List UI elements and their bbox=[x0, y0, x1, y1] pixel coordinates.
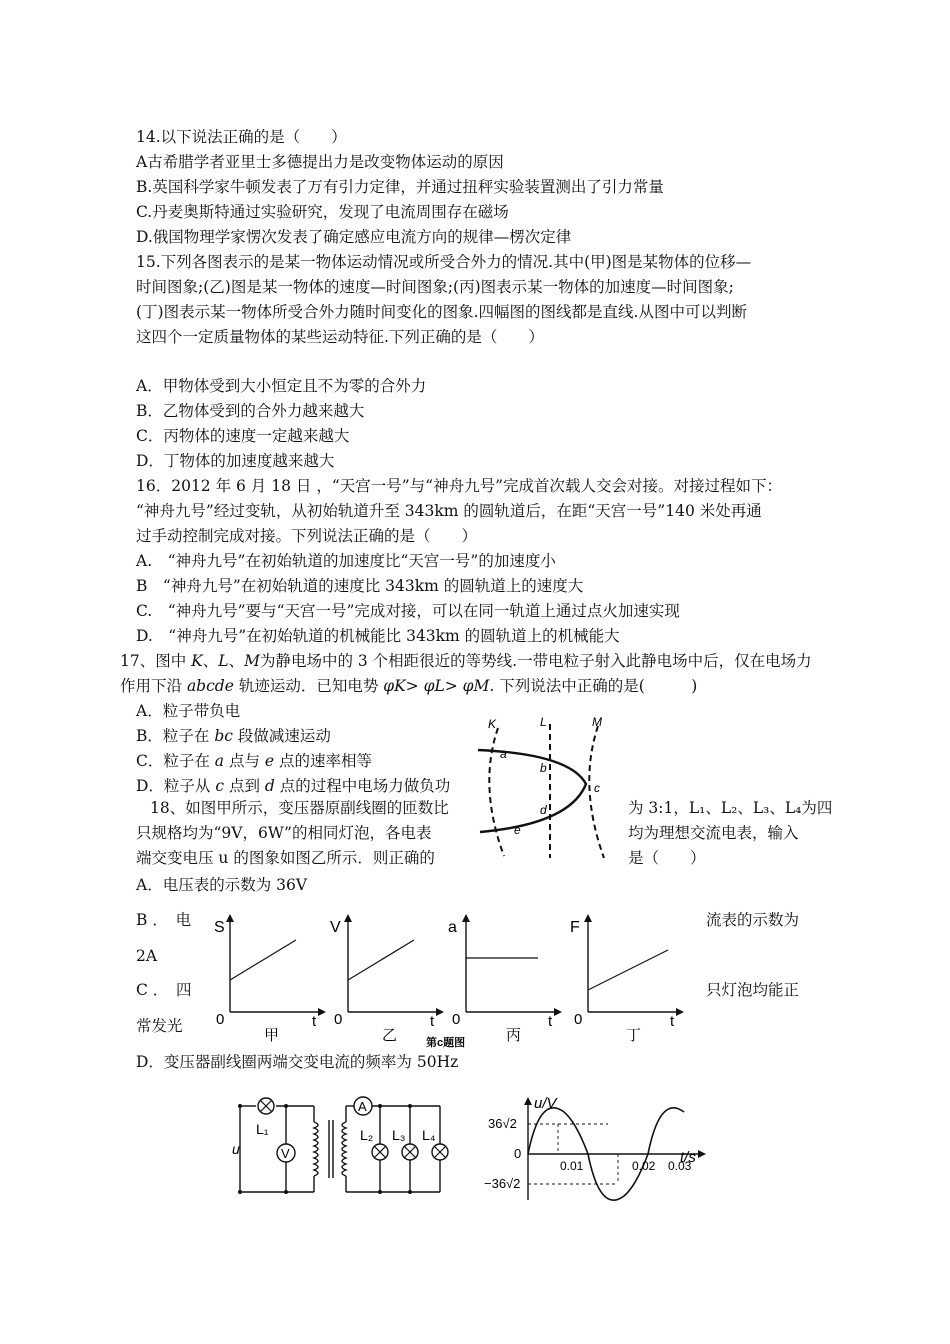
q15-option-c: C．丙物体的速度一定越来越大 bbox=[136, 427, 350, 445]
tick-0-02: 0.02 bbox=[632, 1159, 656, 1173]
q14-option-b: B.英国科学家牛顿发表了万有引力定律，并通过扭秤实验装置测出了引力常量 bbox=[136, 178, 664, 196]
graph-jia bbox=[214, 914, 326, 1044]
q16-option-b: B “神舟九号”在初始轨道的速度比 343km 的圆轨道上的速度大 bbox=[136, 577, 584, 595]
q14-option-c: C.丹麦奥斯特通过实验研究，发现了电流周围存在磁场 bbox=[136, 203, 509, 221]
label-l: L bbox=[540, 715, 547, 729]
q17-stem-line2: 作用下沿 abcde 轨迹运动．已知电势 φK> φL> φM. 下列说法中正确的是( ) bbox=[120, 677, 698, 695]
q15-option-b: B．乙物体受到的合外力越来越大 bbox=[136, 402, 365, 420]
svg-text:A: A bbox=[358, 1099, 367, 1114]
lamp-l1-icon bbox=[258, 1098, 274, 1114]
y-max-label: 36√2 bbox=[488, 1116, 517, 1131]
q17-option-a: A．粒子带负电 bbox=[136, 702, 241, 720]
t-label: t bbox=[430, 1013, 435, 1030]
label-b: b bbox=[540, 761, 547, 775]
q16-option-c: C. “神舟九号”要与“天宫一号”完成对接，可以在同一轨道上通过点火加速实现 bbox=[136, 602, 680, 620]
q18-option-c-right: 只灯泡均能正 bbox=[706, 981, 800, 999]
x-arrow-icon bbox=[318, 1008, 326, 1016]
x-axis-label: t/s bbox=[680, 1149, 696, 1166]
transformer-circuit bbox=[226, 1094, 466, 1204]
q16-option-d: D. “神舟九号”在初始轨道的机械能比 343km 的圆轨道上的机械能大 bbox=[136, 627, 620, 645]
q15-stem-line3: (丁)图表示某一物体所受合外力随时间变化的图象.四幅图的图线都是直线.从图中可以判断 bbox=[136, 303, 747, 321]
origin-label: 0 bbox=[452, 1011, 461, 1028]
q18-option-c-cont: 常发光 bbox=[136, 1017, 183, 1035]
x-arrow-icon bbox=[436, 1008, 444, 1016]
graph-line bbox=[588, 950, 668, 990]
equipotential-figure bbox=[470, 706, 630, 862]
y-label: S bbox=[214, 919, 225, 936]
q16-stem-line3: 过手动控制完成对接。下列说法正确的是（ ） bbox=[136, 527, 478, 545]
graph-ding bbox=[570, 914, 684, 1044]
graph-name: 丁 bbox=[626, 1027, 642, 1044]
label-m: M bbox=[592, 715, 602, 729]
voltage-wave-graph bbox=[484, 1092, 714, 1202]
q18-option-a: A．电压表的示数为 36V bbox=[136, 876, 308, 894]
label-e: e bbox=[514, 823, 521, 837]
tick-0-03: 0.03 bbox=[668, 1159, 692, 1173]
svg-text:V: V bbox=[281, 1146, 290, 1161]
q18-stem-line1-right: 为 3:1，L₁、L₂、L₃、L₄为四 bbox=[628, 799, 833, 817]
graph-name: 乙 bbox=[382, 1027, 398, 1044]
lamp-l3-icon bbox=[402, 1144, 418, 1160]
q16-option-a: A. “神舟九号”在初始轨道的加速度比“天宫一号”的加速度小 bbox=[136, 552, 556, 570]
q14-option-a: A古希腊学者亚里士多德提出力是改变物体运动的原因 bbox=[136, 153, 504, 171]
label-l3: L₃ bbox=[392, 1127, 406, 1143]
q16-stem-line1: 16．2012 年 6 月 18 日 ，“天宫一号”与“神舟九号”完成首次载人交会对接。对接过程如下： bbox=[136, 477, 783, 495]
graph-line bbox=[348, 940, 414, 980]
figure-caption: 第c题图 bbox=[426, 1037, 466, 1048]
graph-bing bbox=[448, 914, 562, 1044]
q14-stem: 14.以下说法正确的是（ ） bbox=[136, 128, 347, 146]
q15-stem-line4: 这四个一定质量物体的某些运动特征.下列正确的是（ ） bbox=[136, 328, 544, 346]
label-c: c bbox=[594, 781, 600, 795]
x-arrow-icon bbox=[554, 1008, 562, 1016]
tick-0-01: 0.01 bbox=[560, 1159, 584, 1173]
graph-yi bbox=[330, 914, 444, 1044]
q18-option-b-cont: 2A bbox=[136, 947, 158, 965]
label-l4: L₄ bbox=[422, 1127, 436, 1143]
q15-option-d: D．丁物体的加速度越来越大 bbox=[136, 452, 335, 470]
motion-graphs bbox=[208, 912, 698, 1048]
primary-coil bbox=[314, 1122, 318, 1176]
y-label: F bbox=[570, 919, 580, 936]
q18-stem-line2-right: 均为理想交流电表，输入 bbox=[628, 824, 799, 842]
y-arrow-icon bbox=[344, 914, 352, 922]
q17-option-d: D．粒子从 c 点到 d 点的过程中电场力做负功 bbox=[136, 777, 451, 795]
q16-stem-line2: “神舟九号”经过变轨，从初始轨道升至 343km 的圆轨道后，在距“天宫一号”140 米处再通 bbox=[136, 502, 762, 520]
label-d: d bbox=[540, 803, 547, 817]
y-min-label: −36√2 bbox=[484, 1176, 521, 1191]
label-k: K bbox=[488, 717, 497, 731]
graph-name: 丙 bbox=[506, 1027, 522, 1044]
origin-label: 0 bbox=[334, 1011, 343, 1028]
y-arrow-icon bbox=[584, 914, 592, 922]
zero-label: 0 bbox=[514, 1146, 522, 1161]
origin-label: 0 bbox=[216, 1011, 225, 1028]
y-arrow-icon bbox=[524, 1097, 532, 1105]
label-u: u bbox=[232, 1141, 240, 1157]
q18-stem-line3-right: 是（ ） bbox=[628, 849, 706, 867]
q18-option-b-right: 流表的示数为 bbox=[706, 911, 800, 929]
q14-option-d: D.俄国物理学家愣次发表了确定感应电流方向的规律—楞次定律 bbox=[136, 228, 572, 246]
q17-stem-line1: 17、图中 K、L、M为静电场中的 3 个相距很近的等势线.一带电粒子射入此静电场中后，仅在电场力 bbox=[120, 652, 812, 670]
voltmeter-icon bbox=[277, 1144, 295, 1162]
q18-option-b-left: B ． 电 bbox=[136, 911, 192, 929]
graph-name: 甲 bbox=[264, 1027, 280, 1044]
q18-stem-line3-left: 端交变电压 u 的图象如图乙所示．则正确的 bbox=[136, 849, 435, 867]
y-label: V bbox=[330, 919, 341, 936]
q17-option-b: B．粒子在 bc 段做减速运动 bbox=[136, 727, 331, 745]
label-a: a bbox=[500, 747, 507, 761]
origin-label: 0 bbox=[574, 1011, 583, 1028]
y-arrow-icon bbox=[226, 914, 234, 922]
q18-option-d: D．变压器副线圈两端交变电流的频率为 50Hz bbox=[136, 1053, 459, 1071]
x-arrow-icon bbox=[676, 1008, 684, 1016]
label-l1: L₁ bbox=[256, 1121, 269, 1137]
q15-stem-line2: 时间图象;(乙)图是某一物体的速度—时间图象;(丙)图表示某一物体的加速度—时间图象; bbox=[136, 278, 734, 296]
ammeter-icon bbox=[354, 1097, 372, 1115]
secondary-coil bbox=[342, 1122, 346, 1176]
q18-option-c-left: C ． 四 bbox=[136, 981, 192, 999]
y-arrow-icon bbox=[462, 914, 470, 922]
q18-stem-line2-left: 只规格均为“9V，6W”的相同灯泡，各电表 bbox=[136, 824, 432, 842]
lamp-l4-icon bbox=[432, 1144, 448, 1160]
q15-option-a: A．甲物体受到大小恒定且不为零的合外力 bbox=[136, 377, 427, 395]
y-label: a bbox=[448, 919, 457, 936]
t-label: t bbox=[548, 1013, 553, 1030]
x-arrow-icon bbox=[698, 1150, 706, 1158]
t-label: t bbox=[312, 1013, 317, 1030]
graph-line bbox=[230, 940, 296, 980]
t-label: t bbox=[670, 1013, 675, 1030]
label-l2: L₂ bbox=[360, 1127, 374, 1143]
q15-stem-line1: 15.下列各图表示的是某一物体运动情况或所受合外力的情况.其中(甲)图是某物体的位移— bbox=[136, 253, 752, 271]
lamp-l2-icon bbox=[372, 1144, 388, 1160]
q17-option-c: C．粒子在 a 点与 e 点的速率相等 bbox=[136, 752, 373, 770]
y-axis-label: u/V bbox=[534, 1095, 557, 1112]
q18-stem-line1-left: 18、如图甲所示，变压器原副线圈的匝数比 bbox=[150, 799, 449, 817]
